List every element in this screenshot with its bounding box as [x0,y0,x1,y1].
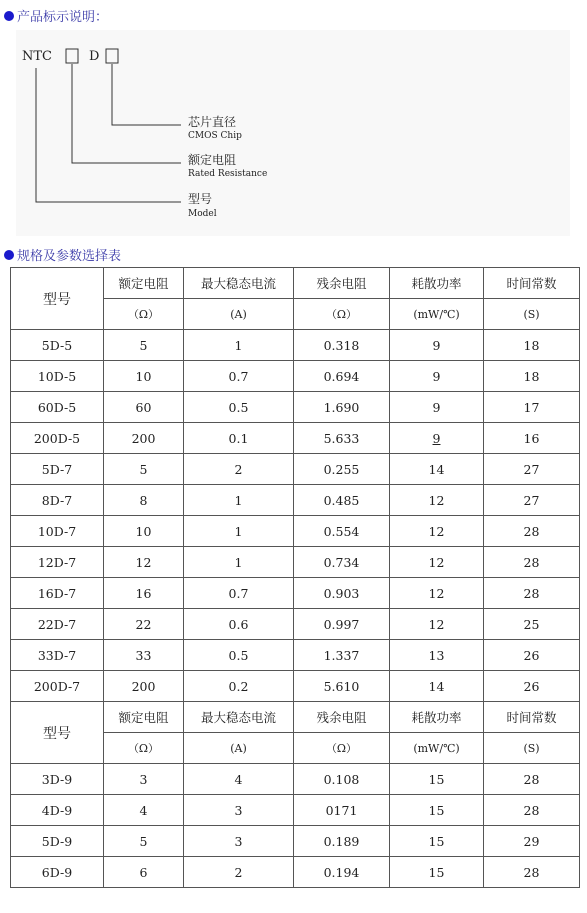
table-cell: 28 [484,547,580,578]
label-chip-en: CMOS Chip [188,131,242,141]
group1-rows [11,330,580,702]
table-row [11,485,580,516]
table-cell: 15 [390,764,484,795]
table-cell: 1 [184,485,294,516]
table-cell: 0.554 [294,516,390,547]
table-cell: 0.108 [294,764,390,795]
table-cell: 16 [484,423,580,454]
model-cell: 5D-9 [11,826,104,857]
table-cell: 200 [104,671,184,702]
table-cell: 16 [104,578,184,609]
model-cell: 22D-7 [11,609,104,640]
code-box-2 [106,49,118,63]
table-cell: 28 [484,516,580,547]
table-cell: 28 [484,857,580,888]
table-cell: 60 [104,392,184,423]
table-cell: 28 [484,795,580,826]
header-cell: 时间常数 [484,702,580,733]
table-row [11,454,580,485]
table-cell: 0.194 [294,857,390,888]
table-cell: 0.7 [184,361,294,392]
table-cell: 17 [484,392,580,423]
table-cell: 4 [104,795,184,826]
label-model-cn: 型号 [188,192,213,206]
section-title-product-marking [4,6,108,25]
table-cell: 1.337 [294,640,390,671]
table-row [11,578,580,609]
table-row [11,609,580,640]
model-cell: 16D-7 [11,578,104,609]
header-cell: 耗散功率 [390,702,484,733]
model-header: 型号 [11,268,104,330]
model-cell: 10D-5 [11,361,104,392]
table-cell: 18 [484,330,580,361]
table-cell: 8 [104,485,184,516]
table-cell: 15 [390,795,484,826]
model-cell: 10D-7 [11,516,104,547]
table-cell: 5 [104,330,184,361]
model-cell: 200D-5 [11,423,104,454]
table-cell: 5.610 [294,671,390,702]
table-cell: 0.903 [294,578,390,609]
unit-cell: (S) [484,299,580,330]
table-row [11,547,580,578]
table-cell: 5 [104,826,184,857]
table-row [11,795,580,826]
table-cell: 5 [104,454,184,485]
code-box-1 [66,49,78,63]
table-cell: 14 [390,454,484,485]
table-cell: 0.485 [294,485,390,516]
bullet-icon [4,11,14,21]
table-row [11,423,580,454]
header-cell: 额定电阻 [104,702,184,733]
table-cell: 3 [104,764,184,795]
table-cell: 0171 [294,795,390,826]
table-cell: 12 [390,547,484,578]
table-cell: 12 [390,485,484,516]
header-cell: 最大稳态电流 [184,702,294,733]
table-cell: 0.7 [184,578,294,609]
table-row [11,671,580,702]
table-cell: 10 [104,361,184,392]
table-cell: 12 [104,547,184,578]
header-cell: 残余电阻 [294,702,390,733]
table-cell: 1 [184,516,294,547]
table-row [11,330,580,361]
model-cell: 33D-7 [11,640,104,671]
table-cell: 0.5 [184,640,294,671]
leader-line-resistance [72,64,181,163]
section-title-spec-table [4,245,121,264]
table-row [11,764,580,795]
table-cell: 18 [484,361,580,392]
code-mid: D [89,49,100,64]
table-cell: 9 [390,392,484,423]
table-row [11,826,580,857]
model-cell: 200D-7 [11,671,104,702]
product-code-diagram [16,30,570,236]
section-title-text: 产品标示说明： [17,10,109,25]
label-resistance-en: Rated Resistance [188,169,268,179]
table-cell: 26 [484,640,580,671]
table-cell: 22 [104,609,184,640]
leader-line-model [36,68,181,202]
table-cell: 2 [184,454,294,485]
unit-cell: (S) [484,733,580,764]
table-cell: 13 [390,640,484,671]
model-cell: 12D-7 [11,547,104,578]
table-cell: 25 [484,609,580,640]
spec-table [10,267,580,888]
leader-line-chip [112,64,181,125]
table-cell: 2 [184,857,294,888]
header-row [11,268,580,299]
unit-cell: （Ω） [104,733,184,764]
table-cell: 12 [390,578,484,609]
table-cell: 28 [484,764,580,795]
table-cell: 200 [104,423,184,454]
table-cell: 9 [390,330,484,361]
table-cell: 5.633 [294,423,390,454]
label-chip-cn: 芯片直径 [188,115,237,129]
unit-cell: （Ω） [294,733,390,764]
table-cell: 27 [484,485,580,516]
label-model-en: Model [188,209,217,219]
unit-cell: （Ω） [104,299,184,330]
unit-cell: (A) [184,733,294,764]
table-row [11,516,580,547]
label-resistance-cn: 额定电阻 [188,153,237,167]
code-prefix: NTC [22,49,52,64]
table-cell: 9 [390,361,484,392]
table-cell: 0.734 [294,547,390,578]
model-cell: 5D-5 [11,330,104,361]
table-cell: 1.690 [294,392,390,423]
table-cell: 33 [104,640,184,671]
table-cell: 0.318 [294,330,390,361]
model-cell: 5D-7 [11,454,104,485]
header-cell: 额定电阻 [104,268,184,299]
table-cell: 0.1 [184,423,294,454]
table-cell: 0.255 [294,454,390,485]
table-cell: 0.997 [294,609,390,640]
table-cell: 0.2 [184,671,294,702]
unit-cell: (mW/℃) [390,733,484,764]
table-row [11,392,580,423]
table-cell: 3 [184,826,294,857]
table-cell: 29 [484,826,580,857]
header-cell: 残余电阻 [294,268,390,299]
header-cell: 时间常数 [484,268,580,299]
table-cell: 6 [104,857,184,888]
model-cell: 4D-9 [11,795,104,826]
header-row [11,702,580,733]
unit-cell: (mW/℃) [390,299,484,330]
table-cell: 14 [390,671,484,702]
model-cell: 60D-5 [11,392,104,423]
table-cell: 27 [484,454,580,485]
table-cell: 0.5 [184,392,294,423]
model-cell: 6D-9 [11,857,104,888]
table-cell: 0.189 [294,826,390,857]
table-cell: 1 [184,547,294,578]
table-cell: 26 [484,671,580,702]
table-cell: 1 [184,330,294,361]
table-cell: 4 [184,764,294,795]
model-header: 型号 [11,702,104,764]
table-cell: 15 [390,826,484,857]
table-cell: 12 [390,609,484,640]
table-row [11,640,580,671]
section-title-text: 规格及参数选择表 [17,249,122,264]
table-cell: 28 [484,578,580,609]
header-cell: 最大稳态电流 [184,268,294,299]
table-cell: 0.694 [294,361,390,392]
table-row [11,857,580,888]
group2-rows [11,764,580,888]
table-cell: 12 [390,516,484,547]
table-cell: 15 [390,857,484,888]
model-cell: 3D-9 [11,764,104,795]
bullet-icon [4,250,14,260]
unit-cell: （Ω） [294,299,390,330]
model-cell: 8D-7 [11,485,104,516]
header-cell: 耗散功率 [390,268,484,299]
table-row [11,361,580,392]
table-cell: 10 [104,516,184,547]
table-cell: 0.6 [184,609,294,640]
table-cell: 9 [390,423,484,454]
table-cell: 3 [184,795,294,826]
unit-cell: (A) [184,299,294,330]
